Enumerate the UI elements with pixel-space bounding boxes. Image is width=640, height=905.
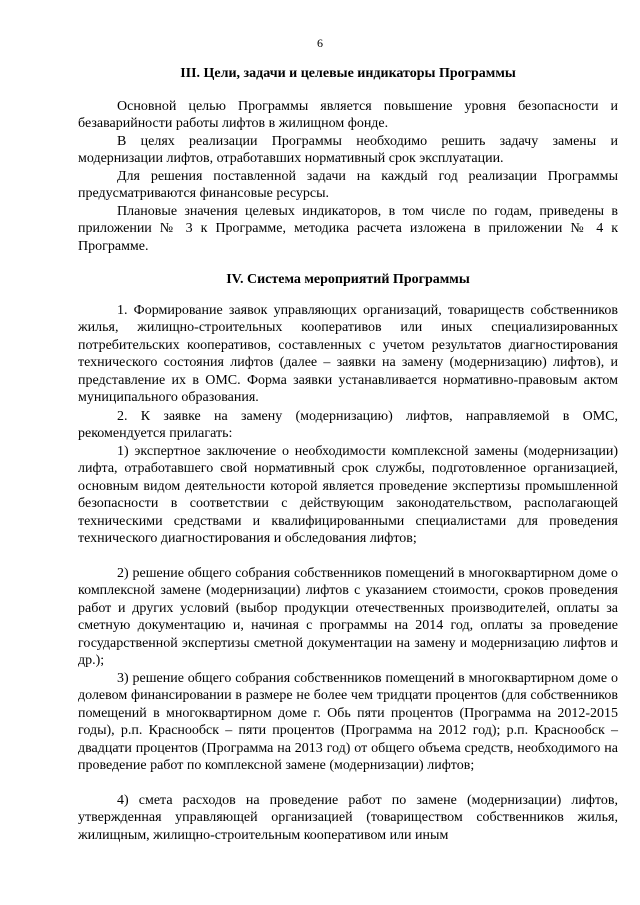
section-4-paragraph: 4) смета расходов на проведение работ по замене (модернизации) лифтов, утвержденная управляющей организацией (товариществом собственников жилья, жилищным, жилищно-строительным кооперативом или иным xyxy=(78,793,618,843)
section-3-paragraph: Плановые значения целевых индикаторов, в том числе по годам, приведены в приложении № 3 к Программе, методика расчета изложена в приложении № 4 к Программе. xyxy=(78,204,618,254)
section-4-paragraph: 1) экспертное заключение о необходимости комплексной замены (модернизации) лифта, отработавшего свой нормативный срок службы, подготовленное организацией, основным видом деятельности которой является проведение экспертизы промышленной безопасности в соответствии с действующим законодательством, располагающей техническими средствами и квалифицированными специалистами для проведения технического диагностирования и обследования лифтов; xyxy=(78,444,618,547)
section-4-paragraph: 3) решение общего собрания собственников помещений в многоквартирном доме о долевом финансировании в размере не более чем тридцати процентов (для собственников помещений в многоквартирном доме г. Обь пяти процентов (Программа на 2012-2015 годы), р.п. Краснообск – пяти процентов (Программа на 2012 год); р.п. Краснообск – двадцати процентов (Программа на 2013 год) от общего объема средств, необходимого на проведение работ по комплексной замене (модернизации) лифтов; xyxy=(78,671,618,774)
section-3-paragraph: В целях реализации Программы необходимо решить задачу замены и модернизации лифтов, отработавших нормативный срок эксплуатации. xyxy=(78,134,618,167)
section-4-paragraph: 1. Формирование заявок управляющих организаций, товариществ собственников жилья, жилищно-строительных кооперативов или иных специализированных потребительских кооперативов, составленных с учетом результатов диагностирования технического состояния лифтов (далее – заявки на замену (модернизацию) лифтов), и представление их в ОМС. Форма заявки устанавливается нормативно-правовым актом муниципального образования. xyxy=(78,303,618,406)
section-4-paragraph: 2. К заявке на замену (модернизацию) лифтов, направляемой в ОМС, рекомендуется прилагать: xyxy=(78,409,618,442)
section-3-heading: III. Цели, задачи и целевые индикаторы Программы xyxy=(180,66,516,81)
section-3-paragraph: Основной целью Программы является повышение уровня безопасности и безаварийности работы лифтов в жилищном фонде. xyxy=(78,99,618,132)
section-4-paragraph: 2) решение общего собрания собственников помещений в многоквартирном доме о комплексной замене (модернизации) лифтов с указанием стоимости, сроков проведения работ и других условий (выбор продукции отечественных производителей, оплаты за сметную документацию и, начиная с программы на 2014 год, оплаты за проведение государственной экспертизы сметной документации на замену и модернизацию лифтов и др.); xyxy=(78,566,618,669)
section-4-heading: IV. Система мероприятий Программы xyxy=(226,272,470,287)
page-number: 6 xyxy=(317,36,323,50)
section-3-paragraph: Для решения поставленной задачи на каждый год реализации Программы предусматриваются финансовые ресурсы. xyxy=(78,169,618,202)
